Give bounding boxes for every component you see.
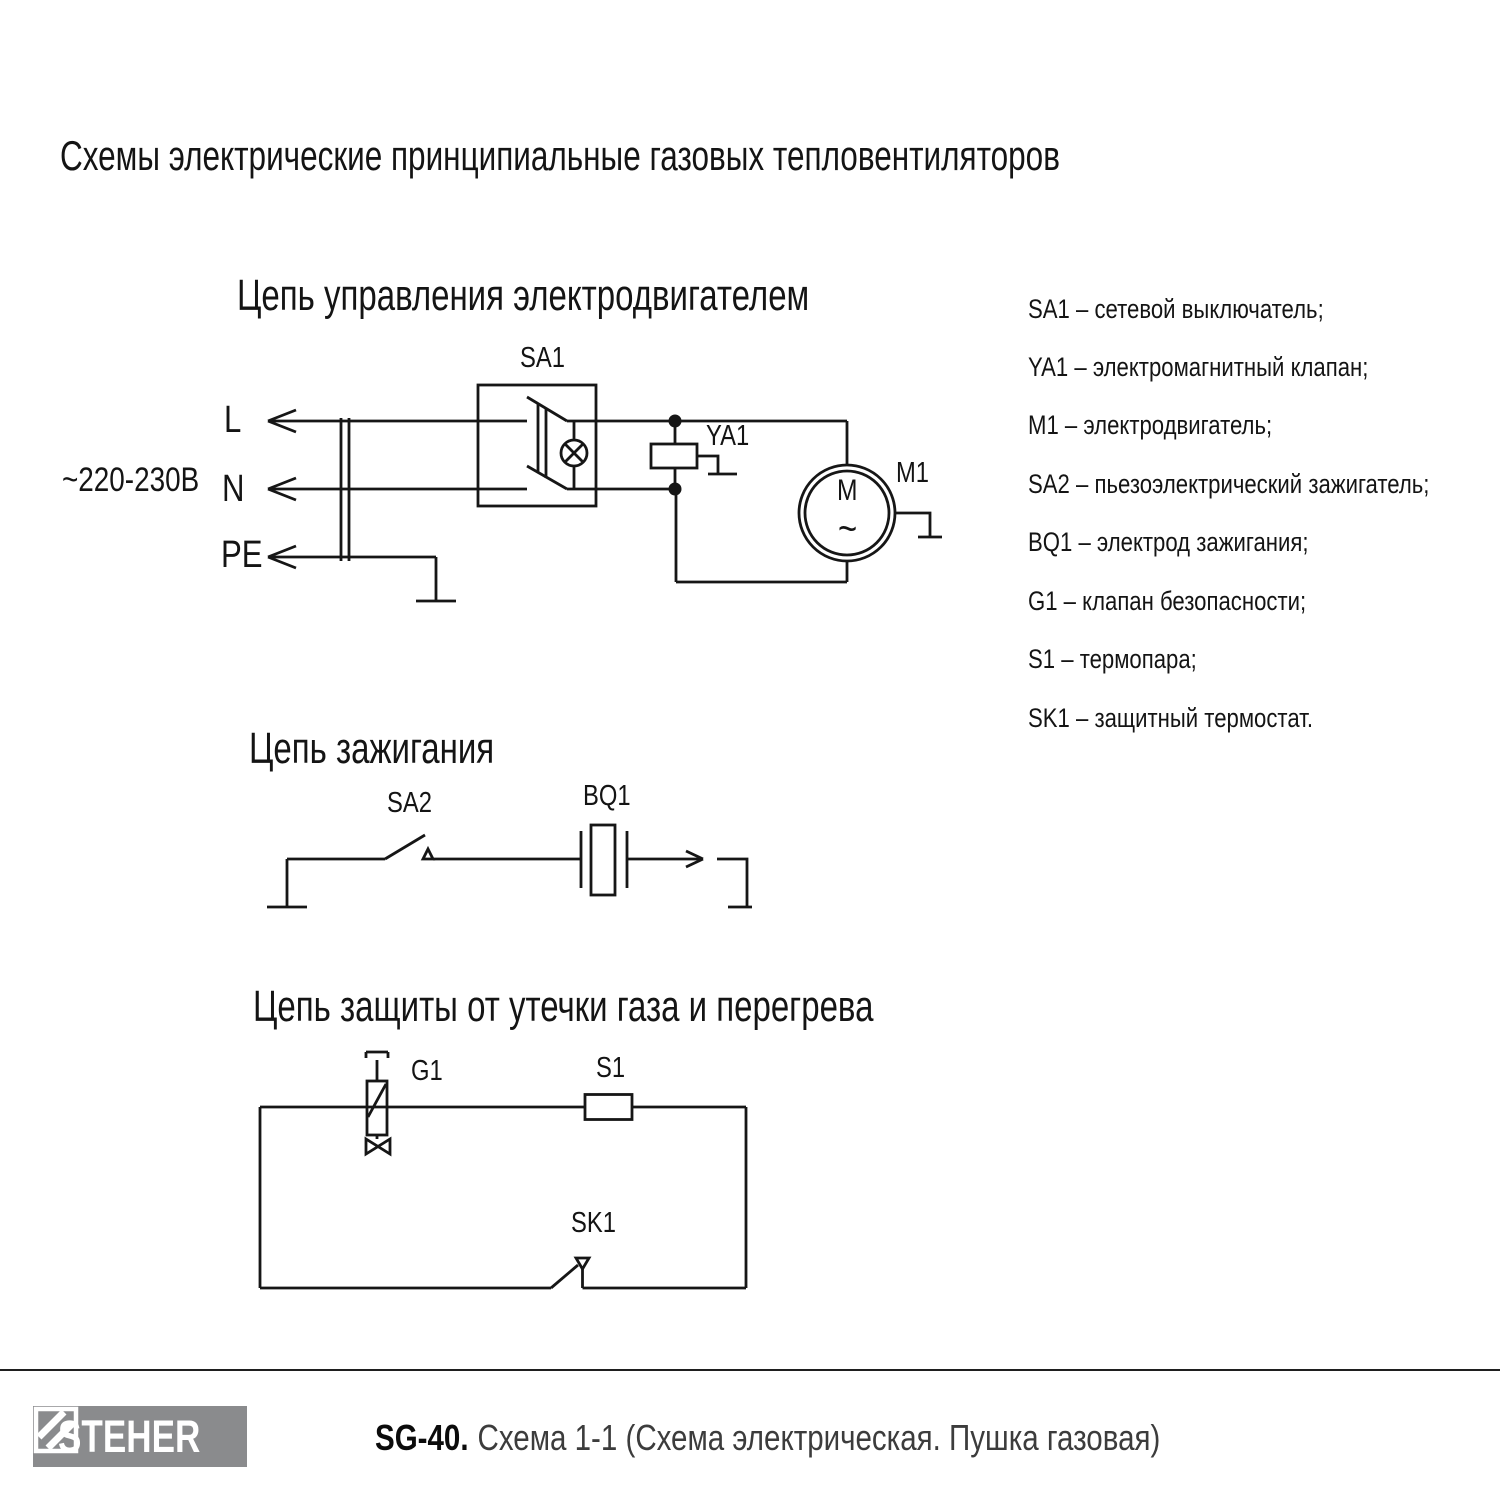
model-number: SG-40.: [375, 1417, 469, 1458]
legend-item: M1 – электродвигатель;: [1028, 410, 1273, 440]
pe-ground-icon: [416, 557, 456, 601]
section-title-protection: Цепь защиты от утечки газа и перегрева: [253, 982, 874, 1031]
section-title-ignition: Цепь зажигания: [249, 724, 495, 773]
line-wire-arrow-icon: [268, 410, 527, 432]
legend-item: SA2 – пьезоэлектрический зажигатель;: [1028, 469, 1430, 499]
motor-letter-label: M: [837, 474, 858, 507]
protection-circuit-drawing: [260, 1052, 746, 1288]
page-title: Схемы электрические принципиальные газовых тепловентиляторов: [60, 132, 1060, 180]
ignition-circuit-drawing: [267, 825, 752, 907]
legend-item: SK1 – защитный термостат.: [1028, 703, 1313, 733]
legend-item: S1 – термопара;: [1028, 644, 1197, 674]
pe-terminal-label: PE: [221, 534, 263, 576]
s1-thermocouple-symbol: [585, 1095, 632, 1120]
legend-item: G1 – клапан безопасности;: [1028, 586, 1307, 616]
indicator-lamp-icon: [561, 421, 587, 489]
s1-label: S1: [596, 1052, 626, 1084]
g1-label: G1: [411, 1055, 443, 1087]
line-terminal-label: L: [224, 399, 242, 441]
sa1-label: SA1: [520, 342, 565, 374]
bq1-label: BQ1: [583, 780, 631, 812]
m1-label: M1: [896, 457, 930, 489]
motor-ac-label: ~: [838, 507, 858, 551]
legend-item: SA1 – сетевой выключатель;: [1028, 294, 1324, 324]
footer-divider: [0, 1369, 1500, 1371]
schema-description: Схема 1-1 (Схема электрическая. Пушка газовая): [477, 1417, 1161, 1458]
sa2-label: SA2: [387, 787, 432, 819]
neutral-terminal-label: N: [222, 468, 245, 510]
steher-logo: [33, 1406, 247, 1467]
footer-caption: [375, 1417, 1161, 1458]
brand-name: STEHER: [58, 1411, 201, 1462]
pe-wire-arrow-icon: [268, 546, 436, 568]
sk1-label: SK1: [571, 1207, 616, 1239]
sk1-thermostat-symbol: [551, 1258, 589, 1288]
section-title-motor-control: Цепь управления электродвигателем: [237, 271, 810, 320]
motor-ground-icon: [895, 513, 942, 537]
sa2-piezo-button-symbol: [385, 835, 433, 859]
legend-item: BQ1 – электрод зажигания;: [1028, 527, 1309, 557]
ya1-ground-icon: [697, 456, 737, 474]
legend-item: YA1 – электромагнитный клапан;: [1028, 352, 1369, 382]
voltage-label: ~220-230В: [62, 461, 200, 499]
ignition-left-ground-icon: [267, 859, 307, 907]
bq1-electrode-symbol: [581, 825, 627, 895]
ya1-label: YA1: [706, 420, 750, 452]
g1-safety-valve-symbol: [366, 1052, 390, 1154]
ignition-right-ground-icon: [717, 859, 752, 907]
neutral-wire-arrow-icon: [268, 478, 527, 500]
